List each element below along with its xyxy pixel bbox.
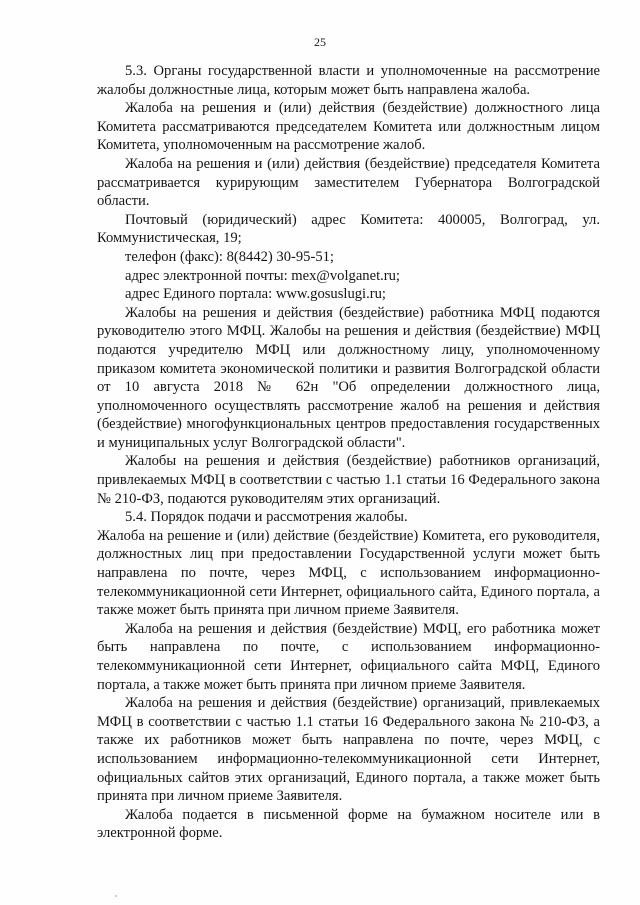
paragraph-complaint-chairman: Жалоба на решения и (или) действия (бездействие) председателя Комитета рассматривается курирующим заместителем Губернатора Волгоградской области. xyxy=(97,155,600,210)
paragraph-email: адрес электронной почты: mex@volganet.ru; xyxy=(125,267,400,284)
paragraph-organization-complaints: Жалобы на решения и действия (бездействие) работников организаций, привлекаемых МФЦ в соответствии с частью 1.1 статьи 16 Федерального закона № 210-ФЗ, подаются руководителям этих организаций. xyxy=(97,453,600,507)
paragraph-committee-complaint: Жалоба на решение и (или) действие (бездействие) Комитета, его руководителя, должностных лиц при предоставлении Государственной услуги может быть направлена по почте, через МФЦ, с использованием информационно-телекоммуникационной сети Интернет, официального сайта, Единого портала, а также может быть принята при личном приеме Заявителя. xyxy=(97,527,600,619)
paragraph-written-form: Жалоба подается в письменной форме на бумажном носителе или в электронной форме. xyxy=(97,806,600,842)
scan-speck xyxy=(115,895,117,897)
paragraph-portal-address: адрес Единого портала: www.gosuslugi.ru; xyxy=(125,286,386,303)
paragraph-5-3: 5.3. Органы государственной власти и уполномоченные на рассмотрение жалобы должностные лица, которым может быть направлена жалоба. xyxy=(97,63,600,98)
paragraph-postal-address: Почтовый (юридический) адрес Комитета: 400005, Волгоград, ул. Коммунистическая, 19; xyxy=(97,211,600,247)
paragraph-complaint-official: Жалоба на решения и (или) действия (бездействие) должностного лица Комитета рассматриваются председателем Комитета или должностным лицом Комитета, уполномоченным на рассмотрение жалоб. xyxy=(97,100,600,154)
paragraph-mfc-worker-complaint: Жалоба на решения и действия (бездействие) МФЦ, его работника может быть направлена по почте, с использованием информационно-телекоммуникационной сети Интернет, официального сайта МФЦ, Единого портала, а также может быть принята при личном приеме Заявителя. xyxy=(97,620,600,693)
paragraph-5-4: 5.4. Порядок подачи и рассмотрения жалобы. xyxy=(125,509,408,526)
document-body xyxy=(97,62,600,843)
paragraph-organization-worker-complaint: Жалоба на решения и действия (бездействие) организаций, привлекаемых МФЦ в соответствии с частью 1.1 статьи 16 Федерального закона № 210-ФЗ, а также их работников может быть направлена по почте, через МФЦ, с использованием информационно-телекоммуникационной сети Интернет, официальных сайтов этих организаций, Единого портала, а также может быть принята при личном приеме Заявителя. xyxy=(97,695,600,805)
paragraph-phone: телефон (факс): 8(8442) 30-95-51; xyxy=(125,248,334,265)
paragraph-mfc-complaints: Жалобы на решения и действия (бездействие) работника МФЦ подаются руководителю этого МФЦ. Жалобы на решения и действия (бездействие) МФЦ подаются учредителю МФЦ или должностному лицу, уполномоченному приказом комитета экономической политики и развития Волгоградской области от 10 августа 2018 № 62н "Об определении должностного лица, уполномоченного осуществлять рассмотрение жалоб на решения и действия (бездействие) многофункциональных центров предоставления государственных и муниципальных услуг Волгоградской области". xyxy=(97,304,600,451)
page-number: 25 xyxy=(314,35,326,49)
